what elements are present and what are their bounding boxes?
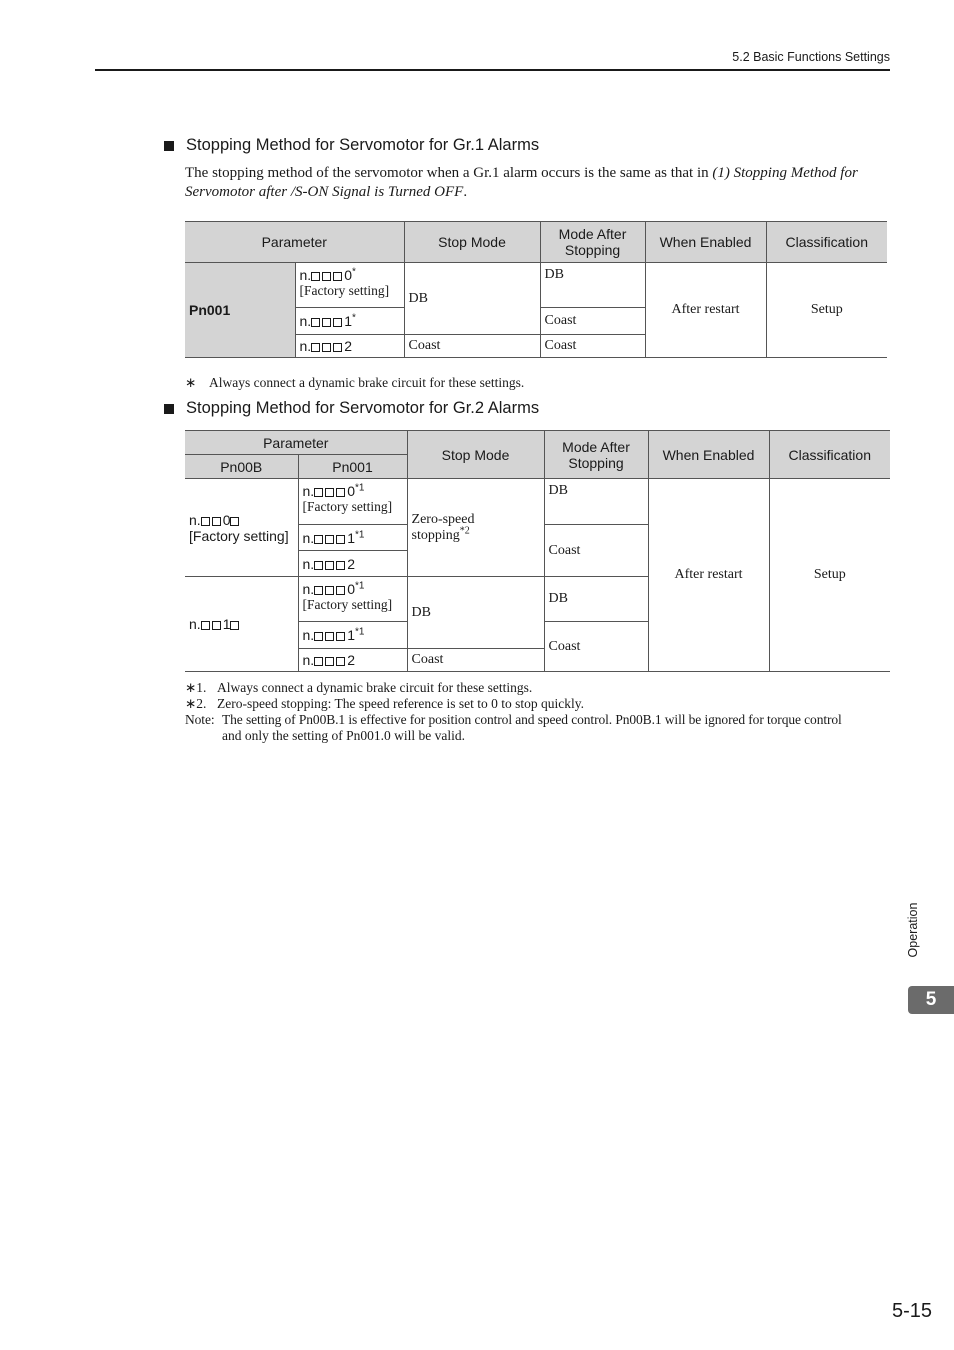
digit-placeholder-icon <box>325 561 334 570</box>
setting-value: 1 <box>347 529 355 546</box>
mode-after-db: DB <box>540 263 645 308</box>
stop-mode-db: DB <box>404 263 540 335</box>
header-classification: Classification <box>769 431 890 479</box>
footnote-mark: ∗1. <box>185 680 207 695</box>
digit-placeholder-icon <box>311 318 320 327</box>
setting-prefix: n. <box>299 267 312 283</box>
setting-cell <box>298 479 407 525</box>
digit-placeholder-icon <box>212 621 221 630</box>
digit-placeholder-icon <box>336 535 345 544</box>
factory-setting-label: [Factory setting] <box>302 499 393 514</box>
param-pn001: Pn001 <box>185 263 295 358</box>
footnote-mark: ∗ <box>185 375 197 390</box>
digit-placeholder-icon <box>230 621 239 630</box>
setting-value: 2 <box>347 652 355 668</box>
setting-value: 0 <box>347 483 355 499</box>
square-bullet-icon <box>164 404 174 414</box>
factory-setting-label: [Factory setting] <box>189 527 289 544</box>
mode-after-db: DB <box>544 479 648 525</box>
footnote-ref: *2 <box>459 524 470 536</box>
digit-placeholder-icon <box>322 272 331 281</box>
setting-value: 1 <box>222 616 231 632</box>
digit-placeholder-icon <box>325 488 334 497</box>
digit-placeholder-icon <box>314 657 323 666</box>
footnote-2 <box>185 696 890 712</box>
intro-paragraph-end: . <box>463 183 468 200</box>
footnote-text: Zero-speed stopping: The speed reference is set to 0 to stop quickly. <box>217 696 585 711</box>
digit-placeholder-icon <box>322 343 331 352</box>
setting-value: 1 <box>347 627 355 643</box>
header-stop-mode: Stop Mode <box>404 222 540 263</box>
setting-cell <box>295 335 404 358</box>
setting-prefix: n. <box>189 616 201 632</box>
intro-paragraph <box>185 164 890 201</box>
setting-value: 0 <box>222 511 231 528</box>
setting-prefix: n. <box>302 529 315 546</box>
digit-placeholder-icon <box>336 488 345 497</box>
digit-placeholder-icon <box>333 318 342 327</box>
footnote-ref: *1 <box>354 580 365 592</box>
setting-cell <box>298 577 407 622</box>
digit-placeholder-icon <box>314 488 323 497</box>
chapter-tab: 5 <box>908 986 954 1014</box>
digit-placeholder-icon <box>311 272 320 281</box>
section-heading-gr1 <box>164 136 539 155</box>
setting-cell <box>295 308 404 335</box>
cross-reference: (1) Stopping Method for Servomotor after /S-ON Signal is Turned OFF <box>185 165 858 200</box>
digit-placeholder-icon <box>212 517 221 526</box>
pn00b-setting-0 <box>185 479 298 577</box>
chapter-side-label <box>898 880 928 980</box>
header-when-enabled: When Enabled <box>648 431 769 479</box>
classification-value: Setup <box>769 479 890 672</box>
digit-placeholder-icon <box>201 517 210 526</box>
digit-placeholder-icon <box>314 561 323 570</box>
digit-placeholder-icon <box>314 586 323 595</box>
gr1-stop-table <box>185 221 887 358</box>
header-mode-after-stopping: Mode After Stopping <box>540 222 645 263</box>
digit-placeholder-icon <box>314 535 323 544</box>
setting-prefix: n. <box>299 338 312 354</box>
digit-placeholder-icon <box>336 561 345 570</box>
classification-value: Setup <box>766 263 887 358</box>
digit-placeholder-icon <box>322 318 331 327</box>
intro-paragraph-text: The stopping method of the servomotor when a Gr.1 alarm occurs is the same as that in <box>185 165 713 181</box>
header-pn001: Pn001 <box>298 455 407 479</box>
note-continuation: and only the setting of Pn001.0 will be valid. <box>222 728 465 743</box>
setting-prefix: n. <box>302 627 315 643</box>
mode-after-db: DB <box>544 577 648 622</box>
digit-placeholder-icon <box>325 657 334 666</box>
footnote-text: Always connect a dynamic brake circuit for these settings. <box>217 680 533 695</box>
header-classification: Classification <box>766 222 887 263</box>
setting-value: 2 <box>344 338 352 354</box>
header-parameter: Parameter <box>185 222 404 263</box>
digit-placeholder-icon <box>336 632 345 641</box>
stop-mode-line: Zero-speed <box>411 511 475 527</box>
note-label: Note: <box>185 712 215 727</box>
digit-placeholder-icon <box>201 621 210 630</box>
when-enabled-value: After restart <box>648 479 769 672</box>
setting-cell <box>295 263 404 308</box>
stop-mode-line: stopping <box>411 527 460 543</box>
note <box>185 712 890 728</box>
setting-prefix: n. <box>302 581 315 597</box>
setting-cell <box>298 525 407 551</box>
gr2-footnotes <box>185 680 890 744</box>
setting-prefix: n. <box>302 652 315 668</box>
when-enabled-value: After restart <box>645 263 766 358</box>
factory-setting-label: [Factory setting] <box>299 283 390 298</box>
digit-placeholder-icon <box>311 343 320 352</box>
header-pn00b: Pn00B <box>185 455 298 479</box>
stop-mode-zero-speed <box>407 479 544 577</box>
gr1-footnote <box>185 375 524 391</box>
section-heading-gr2 <box>164 399 539 418</box>
footnote-ref: * <box>351 266 356 278</box>
digit-placeholder-icon <box>314 632 323 641</box>
digit-placeholder-icon <box>325 535 334 544</box>
digit-placeholder-icon <box>230 517 239 526</box>
square-bullet-icon <box>164 141 174 151</box>
setting-prefix: n. <box>302 483 315 499</box>
setting-value: 2 <box>347 555 355 572</box>
header-when-enabled: When Enabled <box>645 222 766 263</box>
setting-value: 0 <box>347 581 355 597</box>
header-stop-mode: Stop Mode <box>407 431 544 479</box>
note-text: The setting of Pn00B.1 is effective for position control and speed control. Pn00B.1 will be ignored for torque control <box>222 712 842 727</box>
mode-after-coast: Coast <box>540 308 645 335</box>
page-number: 5-15 <box>891 1300 932 1322</box>
footnote-ref: *1 <box>354 482 365 494</box>
mode-after-coast: Coast <box>544 525 648 577</box>
setting-cell <box>298 551 407 577</box>
setting-value: 0 <box>344 267 352 283</box>
setting-cell <box>298 649 407 672</box>
pn00b-setting-1 <box>185 577 298 672</box>
header-rule <box>95 69 890 71</box>
footnote-ref: *1 <box>354 528 365 540</box>
setting-value: 1 <box>344 313 352 329</box>
setting-prefix: n. <box>302 555 315 572</box>
footnote-ref: *1 <box>354 626 365 638</box>
digit-placeholder-icon <box>333 343 342 352</box>
stop-mode-coast: Coast <box>407 649 544 672</box>
setting-prefix: n. <box>299 313 312 329</box>
setting-cell <box>298 622 407 649</box>
footnote-mark: ∗2. <box>185 696 207 711</box>
setting-prefix: n. <box>189 511 201 528</box>
footnote-ref: * <box>351 312 356 324</box>
footnote-text: Always connect a dynamic brake circuit for these settings. <box>209 375 525 390</box>
stop-mode-coast: Coast <box>404 335 540 358</box>
mode-after-coast: Coast <box>544 622 648 672</box>
footnote-1 <box>185 680 890 696</box>
digit-placeholder-icon <box>333 272 342 281</box>
section-heading-gr1-text: Stopping Method for Servomotor for Gr.1 Alarms <box>186 136 540 154</box>
factory-setting-label: [Factory setting] <box>302 597 393 612</box>
stop-mode-db: DB <box>407 577 544 649</box>
header-parameter: Parameter <box>185 431 407 455</box>
section-heading-gr2-text: Stopping Method for Servomotor for Gr.2 Alarms <box>186 399 540 417</box>
mode-after-coast: Coast <box>540 335 645 358</box>
digit-placeholder-icon <box>336 586 345 595</box>
digit-placeholder-icon <box>336 657 345 666</box>
header-mode-after-stopping: Mode After Stopping <box>544 431 648 479</box>
digit-placeholder-icon <box>325 632 334 641</box>
digit-placeholder-icon <box>325 586 334 595</box>
running-head: 5.2 Basic Functions Settings <box>732 50 890 64</box>
chapter-side-label-text: Operation <box>906 902 920 958</box>
gr2-stop-table <box>185 430 890 672</box>
